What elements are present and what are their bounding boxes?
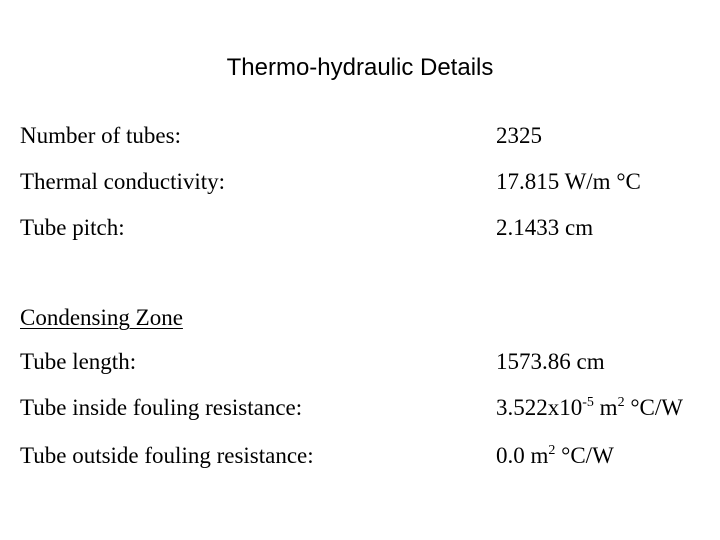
spec-value: 2.1433 cm (496, 215, 594, 240)
value-unit: m (593, 395, 618, 420)
spec-value (496, 392, 683, 424)
spec-value: 17.815 W/m °C (496, 169, 641, 194)
spec-row-outside-fouling (0, 440, 720, 472)
spec-row-tube-pitch (0, 212, 720, 244)
spec-label: Thermal conductivity: (20, 169, 226, 194)
spec-row-number-of-tubes (0, 120, 720, 152)
spec-value: 1573.86 cm (496, 349, 605, 374)
spec-label: Tube inside fouling resistance: (20, 395, 303, 420)
value-mantissa: 0.0 m (496, 443, 549, 468)
value-unit-suffix: °C/W (624, 395, 683, 420)
unit-exponent: 2 (617, 395, 625, 410)
spec-label: Tube outside fouling resistance: (20, 443, 314, 468)
unit-exponent: 2 (548, 443, 556, 458)
spec-label: Tube pitch: (20, 215, 125, 240)
spec-row-tube-length (0, 346, 720, 378)
spec-row-inside-fouling (0, 392, 720, 424)
value-mantissa: 3.522x10 (496, 395, 583, 420)
spec-label: Tube length: (20, 349, 137, 374)
section-heading-row (0, 302, 720, 334)
spec-value (496, 440, 614, 472)
spec-value: 2325 (496, 123, 542, 148)
spec-label: Number of tubes: (20, 123, 181, 148)
spec-row-thermal-conductivity (0, 166, 720, 198)
value-unit-suffix: °C/W (555, 443, 614, 468)
page-title: Thermo-hydraulic Details (226, 54, 494, 81)
section-heading: Condensing Zone (20, 305, 183, 330)
value-exponent: -5 (582, 395, 594, 410)
